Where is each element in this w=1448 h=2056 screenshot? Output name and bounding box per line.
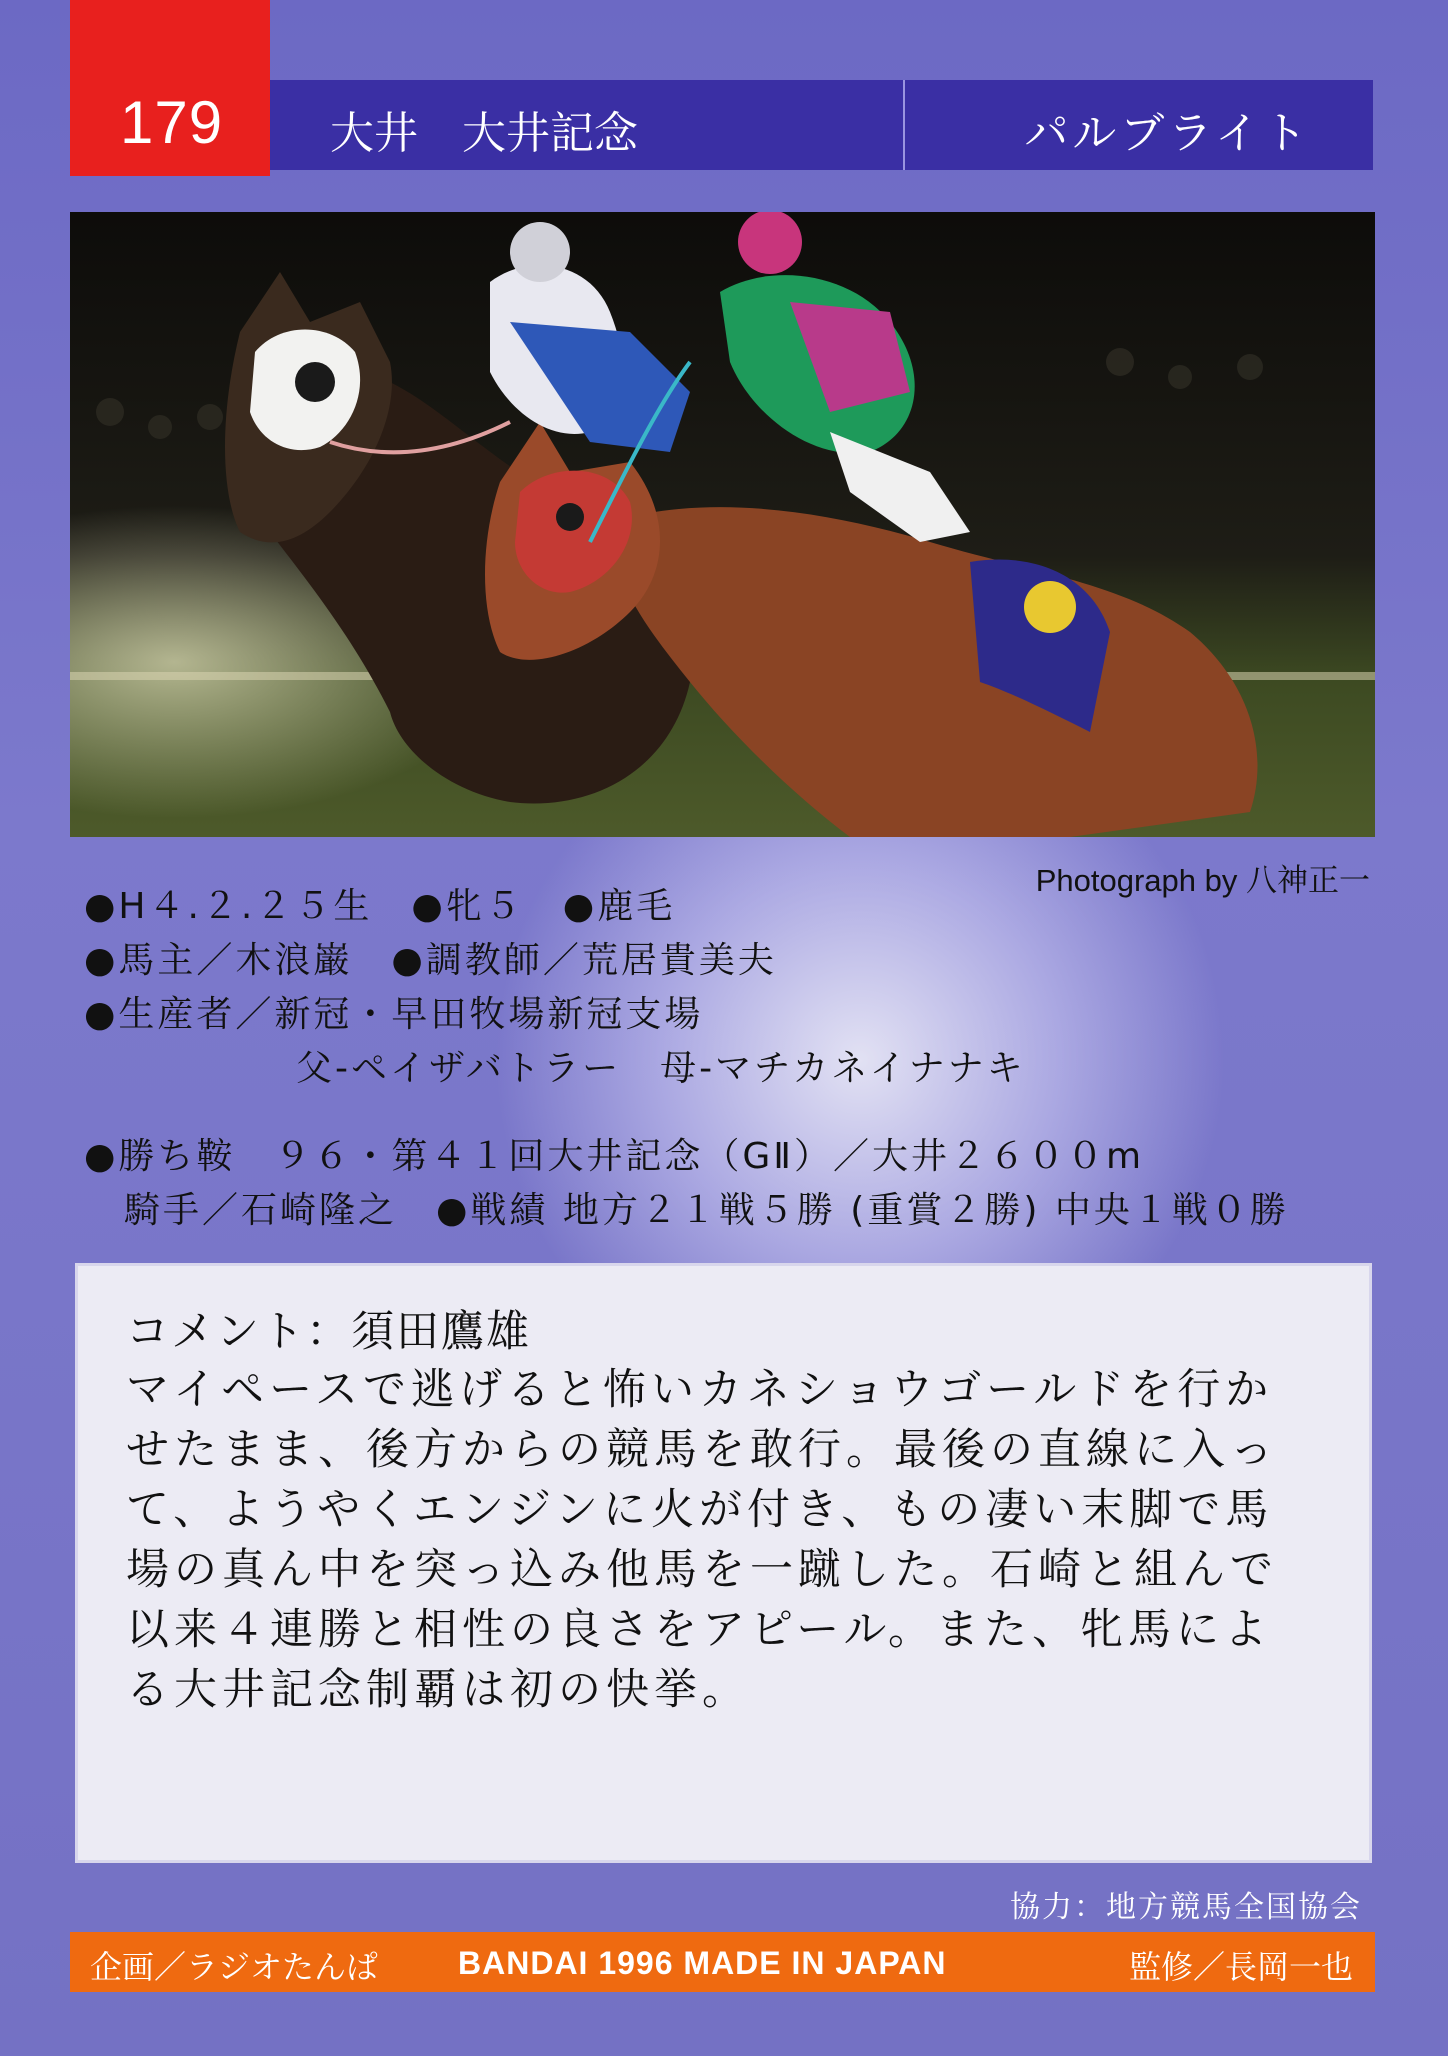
cooperation-credit: 協力：地方競馬全国協会 (1010, 1890, 1362, 1925)
comment-body (126, 1360, 1336, 1720)
comment-box (75, 1263, 1372, 1863)
comment-line: 場の真ん中を突っ込み他馬を一蹴した。石崎と組んで (126, 1545, 1278, 1595)
info-breeder: ●生産者／新冠・早田牧場新冠支場 (84, 994, 704, 1035)
comment-line: て、ようやくエンジンに火が付き、もの凄い末脚で馬 (126, 1485, 1274, 1535)
footer-supervision: 監修／長岡一也 (1128, 1948, 1353, 1986)
photo-credit-name: 八神正一 (1246, 863, 1370, 899)
footer-publisher: BANDAI 1996 MADE IN JAPAN (458, 1945, 947, 1981)
header-divider (903, 80, 905, 170)
photo-credit (1036, 855, 1370, 900)
info-pedigree: 父-ペイザバトラー 母-マチカネイナナキ (296, 1048, 1026, 1089)
comment-line: マイペースで逃げると怖いカネショウゴールドを行か (126, 1365, 1274, 1415)
photo-credit-prefix: Photograph by (1035, 863, 1246, 898)
card-number-block (70, 0, 270, 176)
info-jockey-record: 騎手／石崎隆之 ●戦績 地方２１戦５勝 (重賞２勝) 中央１戦０勝 (124, 1190, 1289, 1231)
horse-name: パルブライト (1024, 108, 1311, 159)
race-photo (70, 212, 1375, 837)
race-name: 大井 大井記念 (330, 108, 638, 159)
info-owner-trainer: ●馬主／木浪巌 ●調教師／荒居貴美夫 (84, 940, 777, 981)
comment-line: 以来４連勝と相性の良さをアピール。また、牝馬によ (126, 1605, 1272, 1655)
header-bar (270, 80, 1373, 170)
race-photo-illustration (70, 212, 1375, 837)
info-birth-sex-color: ●H４.２.２５生 ●牝５ ●鹿毛 (84, 886, 676, 927)
footer-planning: 企画／ラジオたんぱ (90, 1948, 379, 1986)
comment-line: せたまま、後方からの競馬を敢行。最後の直線に入っ (126, 1425, 1278, 1475)
comment-title: コメント：須田鷹雄 (126, 1307, 531, 1357)
footer-bar (70, 1932, 1375, 1992)
comment-line: る大井記念制覇は初の快挙。 (126, 1665, 750, 1715)
card-number: 179 (120, 89, 224, 156)
info-wins: ●勝ち鞍 ９６・第４１回大井記念（GⅡ）／大井２６００m (84, 1136, 1145, 1177)
